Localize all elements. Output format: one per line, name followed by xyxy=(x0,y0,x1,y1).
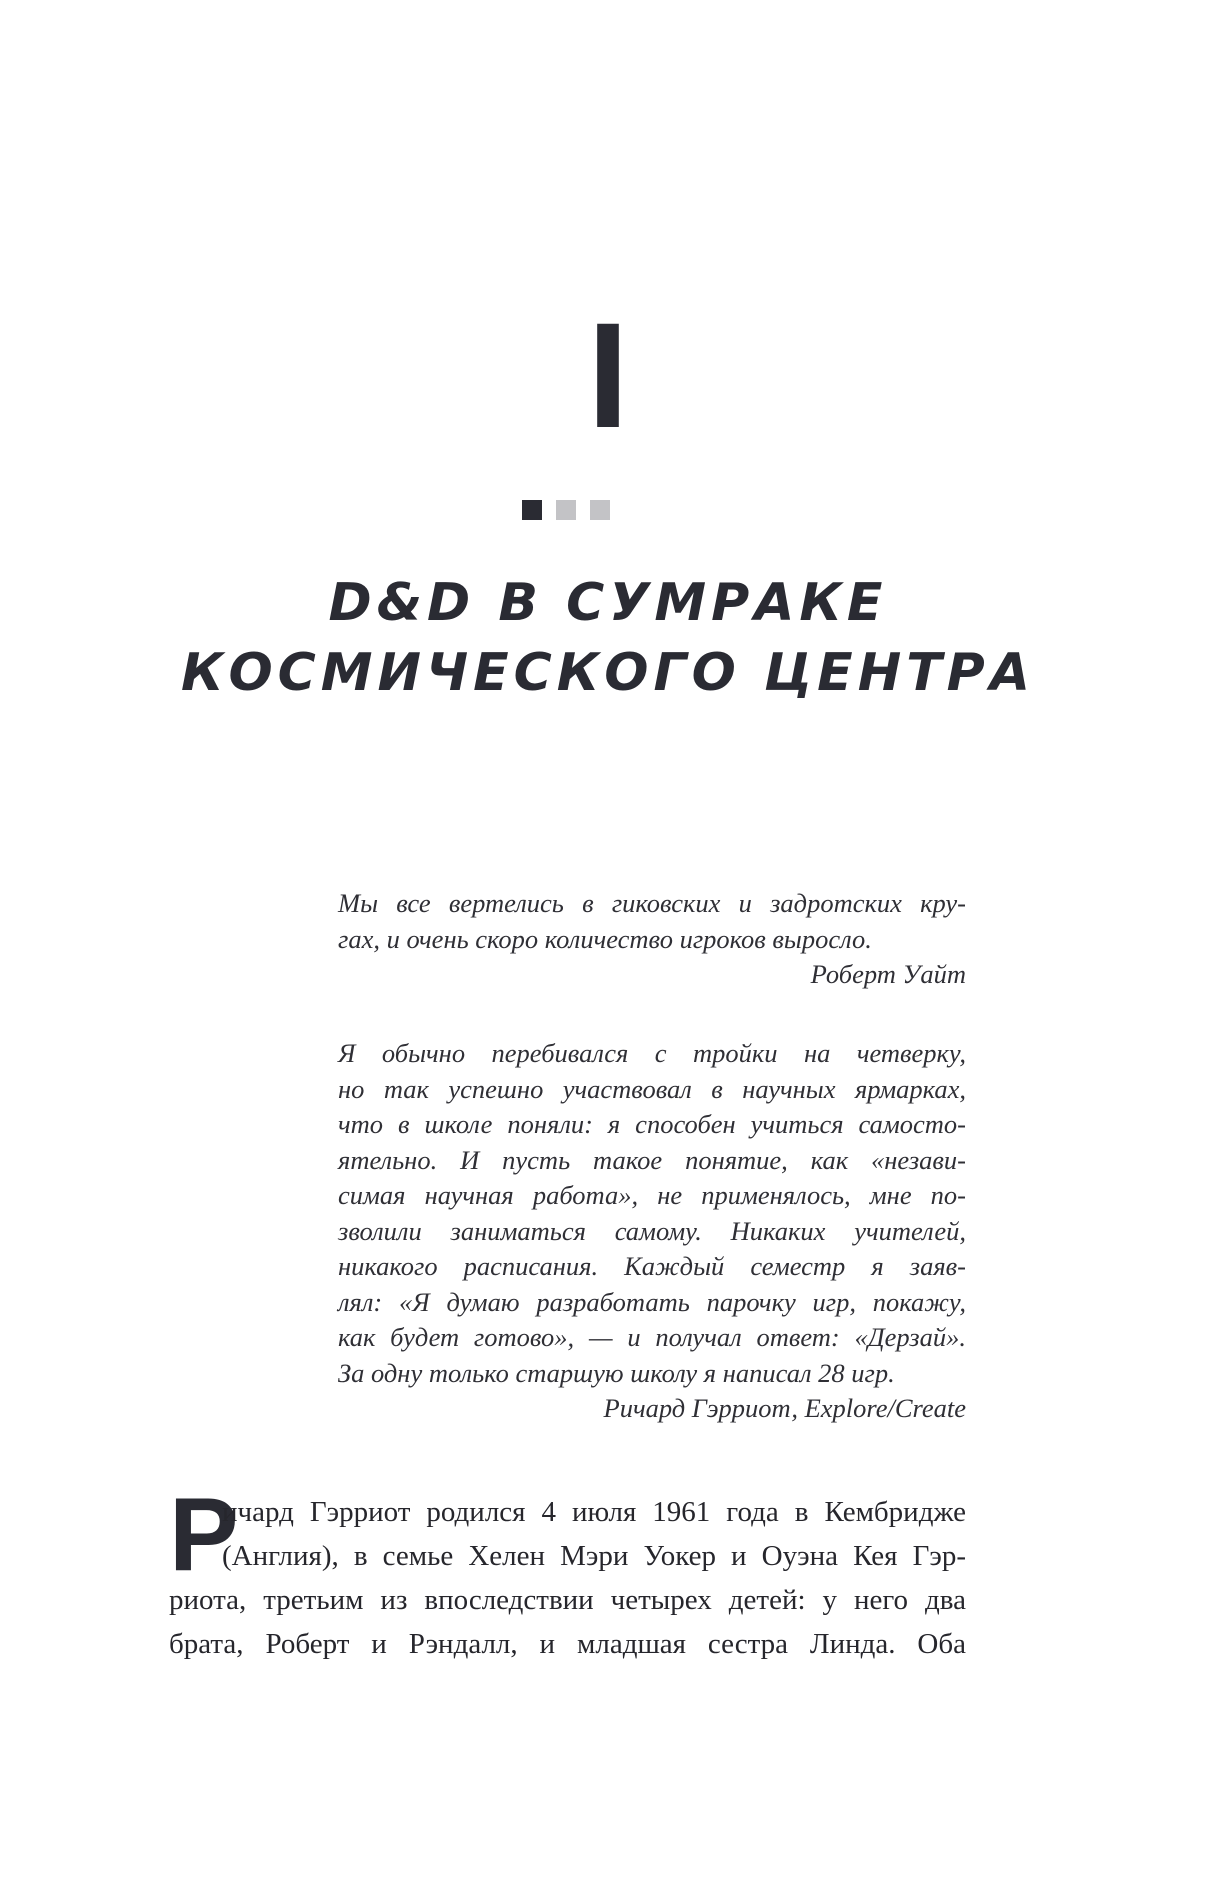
chapter-title-line-1: D&D В СУМРАКЕ xyxy=(328,573,888,633)
epigraph-author: Роберт Уайт xyxy=(810,959,966,989)
epigraph-1 xyxy=(338,886,966,993)
epigraph-line: Мы все вертелись в гиковских и задротских кру- xyxy=(338,888,966,918)
chapter-title xyxy=(0,568,1216,708)
epigraph-line: но так успешно участвовал в научных ярмарках, xyxy=(338,1073,966,1104)
body-line: ичард Гэрриот родился 4 июля 1961 года в Кембридже xyxy=(222,1496,966,1528)
ornament-square-light xyxy=(590,500,610,520)
epigraph-2 xyxy=(338,1036,966,1427)
epigraph-author: Ричард Гэрриот, Explore/Create xyxy=(603,1393,966,1423)
body-line: (Англия), в семье Хелен Мэри Уокер и Оуэна Кея Гэр- xyxy=(222,1540,966,1572)
epigraph-line: За одну только старшую школу я написал 28 игр. xyxy=(338,1357,895,1388)
chapter-number: I xyxy=(587,291,629,459)
epigraph-line: Я обычно перебивался с тройки на четверку, xyxy=(338,1038,966,1068)
drop-cap: Р xyxy=(169,1477,239,1593)
epigraph-line: как будет готово», — и получал ответ: «Дерзай». xyxy=(338,1322,966,1352)
epigraph-line: ятельно. И пусть такое понятие, как «незави- xyxy=(338,1144,966,1175)
chapter-title-line-2: КОСМИЧЕСКОГО ЦЕНТРА xyxy=(180,643,1036,703)
epigraph-line: симая научная работа», не применялось, мне по- xyxy=(338,1180,966,1210)
epigraph-line: зволили заниматься самому. Никаких учителей, xyxy=(338,1215,966,1246)
body-line: брата, Роберт и Рэндалл, и младшая сестра Линда. Оба xyxy=(169,1628,966,1660)
ornament-square-dark xyxy=(522,500,542,520)
epigraph-line: что в школе поняли: я способен учиться самосто- xyxy=(338,1109,966,1139)
body-paragraph xyxy=(169,1490,966,1666)
chapter-ornament xyxy=(522,500,610,520)
epigraph-line: лял: «Я думаю разработать парочку игр, покажу, xyxy=(338,1286,966,1317)
epigraph-line: гах, и очень скоро количество игроков выросло. xyxy=(338,923,872,954)
epigraph-line: никакого расписания. Каждый семестр я заяв- xyxy=(338,1251,966,1281)
body-line: риота, третьим из впоследствии четырех детей: у него два xyxy=(169,1584,966,1616)
ornament-square-light xyxy=(556,500,576,520)
